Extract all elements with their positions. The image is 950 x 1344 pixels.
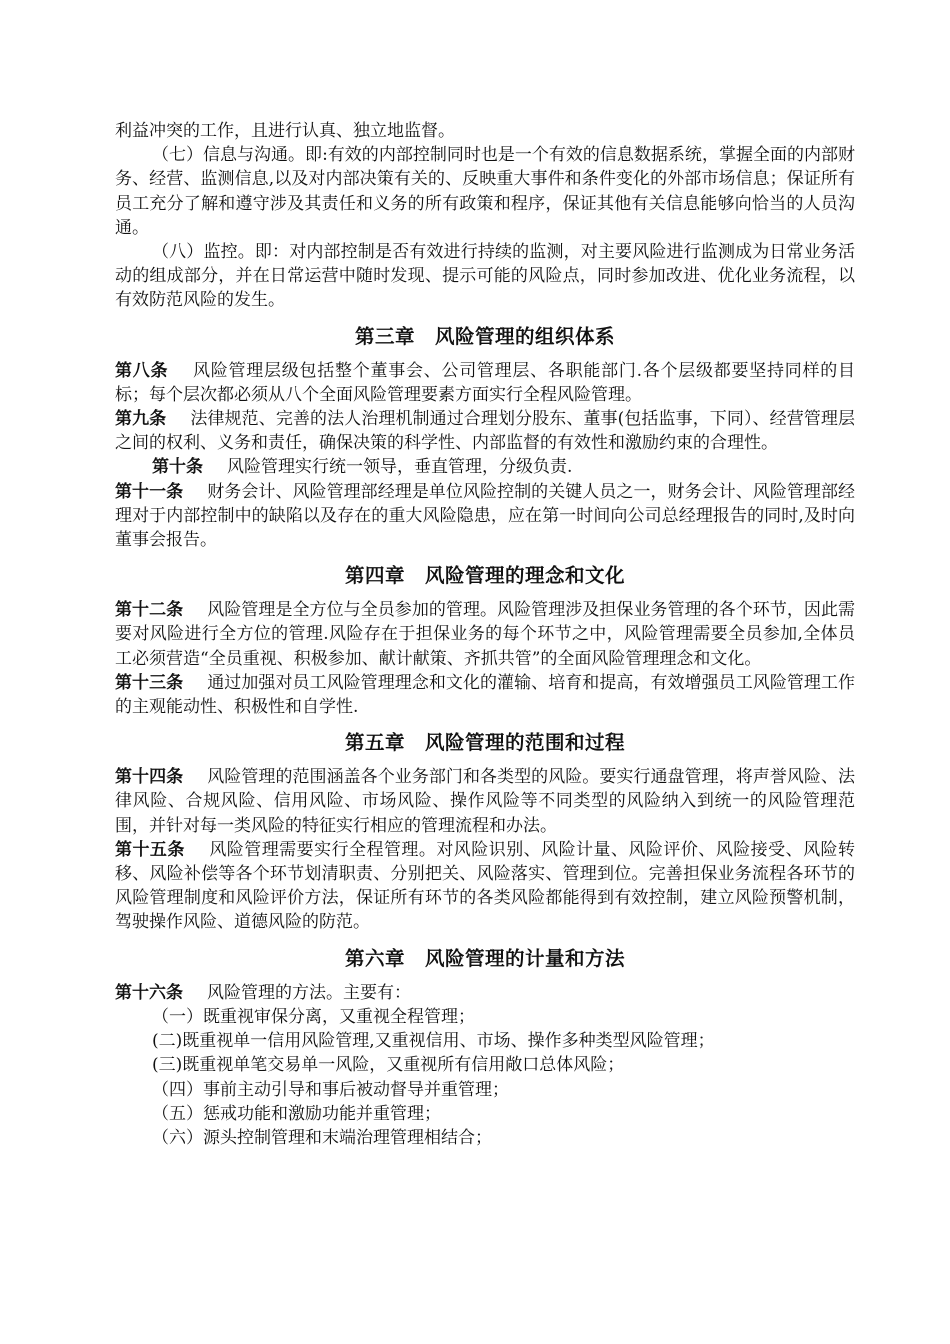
article-11 [115, 480, 855, 553]
article-text: 风险管理需要实行全程管理。对风险识别、风险计量、风险评价、风险接受、风险转移、风险补偿等各个环节划清职责、分别把关、风险落实、管理到位。完善担保业务流程各环节的风险管理制度和风险评价方法，保证所有环节的各类风险都能得到有效控制，建立风险预警机制，驾驶操作风险、道德风险的防范。 [115, 839, 856, 933]
article-text: 法律规范、完善的法人治理机制通过合理划分股东、董事(包括监事，下同）、经营管理层之间的权利、义务和责任，确保决策的科学性、内部监督的有效性和激励约束的合理性。 [115, 409, 856, 454]
article-text: 风险管理层级包括整个董事会、公司管理层、各职能部门.各个层级都要坚持同样的目标；每个层次都必须从八个全面风险管理要素方面实行全程风险管理。 [115, 360, 856, 405]
paragraph-continuation: 利益冲突的工作，且进行认真、独立地监督。 [115, 121, 455, 141]
article-text: 风险管理的范围涵盖各个业务部门和各类型的风险。要实行通盘管理，将声誉风险、法律风险、合规风险、信用风险、市场风险、操作风险等不同类型的风险纳入到统一的风险管理范围，并针对每一类风险的特征实行相应的管理流程和办法。 [115, 767, 856, 836]
chapter-heading-5: 第五章 风险管理的范围和过程 [344, 731, 625, 755]
document-page [115, 119, 855, 1150]
article-text: 通过加强对员工风险管理理念和文化的灌输、培育和提高，有效增强员工风险管理工作的主观能动性、积极性和自学性. [115, 672, 856, 718]
article-12 [115, 598, 855, 671]
article-number: 第十三条 [115, 672, 184, 693]
article-text: 风险管理的方法。主要有： [207, 982, 411, 1003]
chapter-heading-6: 第六章 风险管理的计量和方法 [344, 946, 625, 970]
article-text: 风险管理是全方位与全员参加的管理。风险管理涉及担保业务管理的各个环节，因此需要对风险进行全方位的管理.风险存在于担保业务的每个环节之中，风险管理需要全员参加,全体员工必须营造“全员重视、积极参加、献计献策、齐抓共管”的全面风险管理理念和文化。 [115, 600, 856, 669]
article-number: 第九条 [115, 409, 167, 430]
article-9 [115, 407, 855, 455]
paragraph-item-7: （七）信息与沟通。即:有效的内部控制同时也是一个有效的信息数据系统，掌握全面的内部财务、经营、监测信息,以及对内部决策有关的、反映重大事件和条件变化的外部市场信息；保证所有员工充分了解和遵守涉及其责任和义务的所有政策和程序，保证其他有关信息能够向恰当的人员沟通。 [115, 145, 855, 238]
list-item: （五）惩戒功能和激励功能并重管理； [152, 1103, 441, 1124]
article-number: 第十条 [152, 457, 203, 478]
article-text: 财务会计、风险管理部经理是单位风险控制的关键人员之一，财务会计、风险管理部经理对于内部控制中的缺陷以及存在的重大风险隐患，应在第一时间向公司总经理报告的同时,及时向董事会报告。 [115, 481, 856, 551]
chapter-heading-4: 第四章 风险管理的理念和文化 [344, 564, 625, 588]
article-number: 第十五条 [115, 839, 185, 860]
list-item: （一）既重视审保分离，又重视全程管理； [152, 1006, 475, 1027]
article-15 [115, 838, 855, 935]
article-number: 第十六条 [115, 982, 183, 1003]
article-10 [115, 455, 855, 479]
article-number: 第十二条 [115, 600, 184, 621]
article-16 [115, 981, 855, 1005]
chapter-heading-3: 第三章 风险管理的组织体系 [354, 324, 615, 348]
article-8 [115, 359, 855, 407]
article-14 [115, 765, 855, 838]
paragraph-item-8: （八）监控。即：对内部控制是否有效进行持续的监测，对主要风险进行监测成为日常业务活动的组成部分，并在日常运营中随时发现、提示可能的风险点，同时参加改进、优化业务流程，以有效防范风险的发生。 [115, 242, 855, 311]
list-item: （四）事前主动引导和事后被动督导并重管理； [152, 1079, 509, 1100]
article-number: 第十四条 [115, 767, 184, 788]
article-text: 风险管理实行统一领导，垂直管理，分级负责. [227, 457, 573, 478]
article-number: 第十一条 [115, 481, 184, 502]
list-item: （六）源头控制管理和末端治理管理相结合； [152, 1127, 492, 1148]
article-13 [115, 671, 855, 719]
list-item: (二)既重视单一信用风险管理,又重视信用、市场、操作多种类型风险管理； [152, 1031, 715, 1052]
list-item: (三)既重视单笔交易单一风险，又重视所有信用敞口总体风险； [152, 1055, 625, 1076]
article-number: 第八条 [115, 360, 169, 381]
